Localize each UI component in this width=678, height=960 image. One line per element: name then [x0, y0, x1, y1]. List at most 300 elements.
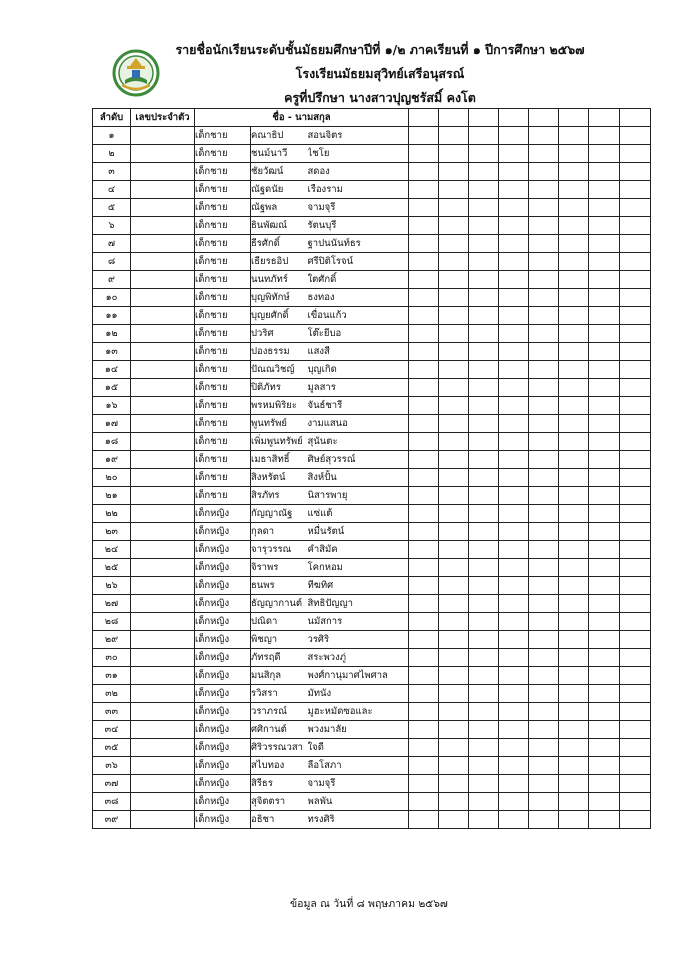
first-name: เมธาสิทธิ์ — [251, 451, 308, 469]
last-name: สดอง — [308, 163, 409, 181]
blank-cell — [409, 703, 439, 721]
blank-cell — [559, 505, 589, 523]
student-id — [131, 217, 195, 235]
blank-cell — [559, 433, 589, 451]
name-prefix: เด็กหญิง — [195, 631, 251, 649]
table-row — [93, 397, 651, 415]
blank-cell — [499, 163, 529, 181]
student-id — [131, 757, 195, 775]
first-name: รวิสรา — [251, 685, 308, 703]
table-row — [93, 127, 651, 145]
blank-cell — [620, 145, 651, 163]
blank-cell — [469, 757, 499, 775]
first-name: ณัฐดนัย — [251, 181, 308, 199]
row-number: ๗ — [93, 235, 131, 253]
blank-cell — [469, 739, 499, 757]
blank-cell — [620, 289, 651, 307]
blank-cell — [620, 451, 651, 469]
last-name: ไชโย — [308, 145, 409, 163]
blank-cell — [499, 631, 529, 649]
last-name: สอนจิตร — [308, 127, 409, 145]
first-name: ภัทรฤดี — [251, 649, 308, 667]
blank-cell — [499, 253, 529, 271]
row-number: ๒๙ — [93, 631, 131, 649]
blank-cell — [409, 145, 439, 163]
blank-cell — [589, 667, 620, 685]
blank-cell — [409, 775, 439, 793]
student-id — [131, 181, 195, 199]
last-name: ศรีปิติโรจน์ — [308, 253, 409, 271]
school-emblem-icon — [112, 49, 160, 97]
row-number: ๑๖ — [93, 397, 131, 415]
table-row — [93, 793, 651, 811]
blank-cell — [529, 775, 559, 793]
table-row — [93, 613, 651, 631]
table-row — [93, 469, 651, 487]
table-row — [93, 433, 651, 451]
blank-cell — [559, 595, 589, 613]
blank-cell — [469, 199, 499, 217]
first-name: เธียรธอิป — [251, 253, 308, 271]
blank-cell — [439, 649, 469, 667]
last-name: แซ่แต้ — [308, 505, 409, 523]
first-name: อธิชา — [251, 811, 308, 829]
blank-cell — [469, 649, 499, 667]
blank-cell — [620, 469, 651, 487]
first-name: บุญยศักดิ์ — [251, 307, 308, 325]
blank-cell — [469, 505, 499, 523]
blank-cell — [439, 775, 469, 793]
table-row — [93, 559, 651, 577]
blank-cell — [409, 163, 439, 181]
blank-cell — [439, 127, 469, 145]
name-prefix: เด็กชาย — [195, 415, 251, 433]
student-id — [131, 505, 195, 523]
blank-cell — [499, 343, 529, 361]
table-row — [93, 217, 651, 235]
blank-cell — [499, 379, 529, 397]
blank-cell — [529, 343, 559, 361]
name-prefix: เด็กหญิง — [195, 811, 251, 829]
first-name: สิรภัทร — [251, 487, 308, 505]
blank-cell — [559, 217, 589, 235]
blank-cell — [559, 775, 589, 793]
blank-cell — [409, 415, 439, 433]
blank-cell — [620, 307, 651, 325]
student-id — [131, 811, 195, 829]
blank-cell — [559, 379, 589, 397]
first-name: จารุวรรณ — [251, 541, 308, 559]
last-name: พงศ์กานุมาศไพศาล — [308, 667, 409, 685]
blank-cell — [559, 271, 589, 289]
blank-cell — [529, 595, 559, 613]
name-prefix: เด็กชาย — [195, 307, 251, 325]
blank-cell — [409, 757, 439, 775]
blank-cell — [439, 505, 469, 523]
row-number: ๑๙ — [93, 451, 131, 469]
blank-cell — [589, 793, 620, 811]
table-row — [93, 361, 651, 379]
blank-cell — [439, 307, 469, 325]
name-prefix: เด็กชาย — [195, 235, 251, 253]
student-id — [131, 235, 195, 253]
blank-cell — [469, 415, 499, 433]
blank-cell — [409, 361, 439, 379]
blank-cell — [589, 757, 620, 775]
last-name: ใจดี — [308, 739, 409, 757]
student-id — [131, 469, 195, 487]
last-name: ธงทอง — [308, 289, 409, 307]
student-id — [131, 541, 195, 559]
blank-cell — [559, 577, 589, 595]
blank-cell — [439, 757, 469, 775]
last-name: พลพัน — [308, 793, 409, 811]
blank-cell — [589, 379, 620, 397]
last-name: ลือโสภา — [308, 757, 409, 775]
blank-cell — [469, 469, 499, 487]
row-number: ๒๓ — [93, 523, 131, 541]
blank-cell — [439, 613, 469, 631]
blank-cell — [559, 235, 589, 253]
blank-cell — [409, 469, 439, 487]
blank-cell — [620, 127, 651, 145]
table-row — [93, 757, 651, 775]
blank-cell — [439, 685, 469, 703]
table-row — [93, 541, 651, 559]
blank-cell — [529, 811, 559, 829]
blank-cell — [469, 289, 499, 307]
first-name: ชัยวัฒน์ — [251, 163, 308, 181]
first-name: มนสิกุล — [251, 667, 308, 685]
table-row — [93, 595, 651, 613]
blank-cell — [559, 307, 589, 325]
blank-cell — [409, 325, 439, 343]
name-prefix: เด็กชาย — [195, 451, 251, 469]
last-name: มูฮะหมัดซอและ — [308, 703, 409, 721]
header-full-name: ชื่อ - นามสกุล — [195, 109, 409, 127]
first-name: ชนม์นาวี — [251, 145, 308, 163]
blank-cell — [469, 307, 499, 325]
blank-cell — [559, 631, 589, 649]
blank-cell — [620, 271, 651, 289]
blank-cell — [559, 559, 589, 577]
blank-cell — [439, 289, 469, 307]
student-id — [131, 379, 195, 397]
blank-cell — [469, 271, 499, 289]
row-number: ๑๗ — [93, 415, 131, 433]
blank-cell — [499, 397, 529, 415]
last-name: พวงมาลัย — [308, 721, 409, 739]
blank-cell — [499, 811, 529, 829]
name-prefix: เด็กหญิง — [195, 757, 251, 775]
blank-cell — [409, 523, 439, 541]
table-row — [93, 325, 651, 343]
blank-cell — [620, 595, 651, 613]
blank-cell — [559, 721, 589, 739]
blank-cell — [499, 667, 529, 685]
student-id — [131, 127, 195, 145]
blank-cell — [529, 505, 559, 523]
blank-cell — [469, 595, 499, 613]
student-id — [131, 361, 195, 379]
blank-cell — [409, 199, 439, 217]
row-number: ๒๑ — [93, 487, 131, 505]
student-id — [131, 577, 195, 595]
student-id — [131, 397, 195, 415]
first-name: สไบทอง — [251, 757, 308, 775]
student-id — [131, 721, 195, 739]
name-prefix: เด็กหญิง — [195, 595, 251, 613]
blank-cell — [439, 415, 469, 433]
row-number: ๒๘ — [93, 613, 131, 631]
blank-cell — [620, 433, 651, 451]
blank-cell — [439, 631, 469, 649]
blank-cell — [620, 811, 651, 829]
blank-cell — [589, 541, 620, 559]
blank-cell — [589, 703, 620, 721]
blank-cell — [409, 289, 439, 307]
name-prefix: เด็กชาย — [195, 181, 251, 199]
name-prefix: เด็กชาย — [195, 433, 251, 451]
blank-cell — [589, 325, 620, 343]
last-name: วรศิริ — [308, 631, 409, 649]
blank-cell — [529, 307, 559, 325]
blank-cell — [409, 343, 439, 361]
name-prefix: เด็กหญิง — [195, 559, 251, 577]
blank-cell — [439, 433, 469, 451]
blank-cell — [589, 235, 620, 253]
last-name: บุญเกิด — [308, 361, 409, 379]
blank-cell — [589, 343, 620, 361]
table-row — [93, 775, 651, 793]
blank-cell — [499, 523, 529, 541]
blank-cell — [589, 523, 620, 541]
blank-cell — [499, 649, 529, 667]
advisor-name: ครูที่ปรึกษา นางสาวปุญชรัสมิ์ คงโต — [284, 90, 476, 105]
blank-cell — [559, 127, 589, 145]
blank-cell — [589, 253, 620, 271]
first-name: เพิ่มพูนทรัพย์ — [251, 433, 308, 451]
blank-cell — [620, 397, 651, 415]
blank-cell — [409, 541, 439, 559]
blank-cell — [529, 145, 559, 163]
blank-cell — [469, 811, 499, 829]
name-prefix: เด็กชาย — [195, 343, 251, 361]
blank-cell — [589, 613, 620, 631]
blank-cell — [529, 703, 559, 721]
blank-cell — [589, 577, 620, 595]
blank-cell — [559, 325, 589, 343]
last-name: จามจุรี — [308, 775, 409, 793]
blank-cell — [499, 217, 529, 235]
blank-cell — [469, 217, 499, 235]
blank-cell — [499, 145, 529, 163]
blank-cell — [499, 613, 529, 631]
row-number: ๒๗ — [93, 595, 131, 613]
blank-cell — [499, 541, 529, 559]
blank-cell — [559, 289, 589, 307]
student-id — [131, 703, 195, 721]
blank-cell — [439, 703, 469, 721]
blank-cell — [589, 163, 620, 181]
blank-cell — [589, 433, 620, 451]
blank-cell — [559, 199, 589, 217]
blank-cell — [559, 523, 589, 541]
blank-cell — [499, 595, 529, 613]
blank-cell — [409, 793, 439, 811]
blank-cell — [469, 559, 499, 577]
blank-cell — [589, 505, 620, 523]
blank-cell — [529, 757, 559, 775]
blank-cell — [409, 235, 439, 253]
blank-cell — [529, 523, 559, 541]
name-prefix: เด็กชาย — [195, 397, 251, 415]
blank-cell — [439, 217, 469, 235]
blank-cell — [469, 703, 499, 721]
first-name: วราภรณ์ — [251, 703, 308, 721]
student-id — [131, 325, 195, 343]
blank-cell — [529, 541, 559, 559]
table-row — [93, 253, 651, 271]
name-prefix: เด็กหญิง — [195, 667, 251, 685]
row-number: ๓๔ — [93, 721, 131, 739]
blank-cell — [499, 271, 529, 289]
row-number: ๒๔ — [93, 541, 131, 559]
first-name: พูนทรัพย์ — [251, 415, 308, 433]
blank-cell — [620, 721, 651, 739]
first-name: พิชญา — [251, 631, 308, 649]
blank-cell — [439, 667, 469, 685]
student-id — [131, 739, 195, 757]
table-row — [93, 307, 651, 325]
blank-cell — [409, 433, 439, 451]
name-prefix: เด็กชาย — [195, 199, 251, 217]
blank-cell — [469, 685, 499, 703]
row-number: ๖ — [93, 217, 131, 235]
name-prefix: เด็กหญิง — [195, 739, 251, 757]
name-prefix: เด็กชาย — [195, 163, 251, 181]
row-number: ๓ — [93, 163, 131, 181]
blank-cell — [409, 271, 439, 289]
blank-cell — [620, 235, 651, 253]
first-name: ณัฐพล — [251, 199, 308, 217]
name-prefix: เด็กชาย — [195, 253, 251, 271]
blank-cell — [499, 739, 529, 757]
blank-cell — [409, 811, 439, 829]
last-name: สระพวงภู่ — [308, 649, 409, 667]
first-name: นนทภัทร์ — [251, 271, 308, 289]
name-prefix: เด็กหญิง — [195, 541, 251, 559]
blank-cell — [529, 181, 559, 199]
blank-cell — [409, 595, 439, 613]
first-name: สิงหรัตน์ — [251, 469, 308, 487]
blank-cell — [409, 397, 439, 415]
blank-cell — [589, 289, 620, 307]
blank-cell — [499, 757, 529, 775]
blank-cell — [499, 361, 529, 379]
blank-cell — [439, 235, 469, 253]
table-row — [93, 523, 651, 541]
row-number: ๑๒ — [93, 325, 131, 343]
last-name: รัตนบุรี — [308, 217, 409, 235]
blank-cell — [620, 667, 651, 685]
blank-cell — [529, 721, 559, 739]
blank-cell — [589, 217, 620, 235]
data-date-note: ข้อมูล ณ วันที่ ๘ พฤษภาคม ๒๕๖๗ — [290, 898, 448, 910]
first-name: สิรีธร — [251, 775, 308, 793]
blank-cell — [469, 145, 499, 163]
name-prefix: เด็กหญิง — [195, 613, 251, 631]
document-title: รายชื่อนักเรียนระดับชั้นมัธยมศึกษาปีที่ ๑/๒ ภาคเรียนที่ ๑ ปีการศึกษา ๒๕๖๗ — [175, 42, 585, 57]
blank-cell — [589, 271, 620, 289]
header-no: ลำดับ — [93, 109, 131, 127]
row-number: ๑๐ — [93, 289, 131, 307]
blank-cell — [499, 433, 529, 451]
blank-cell — [620, 361, 651, 379]
row-number: ๓๓ — [93, 703, 131, 721]
roster-body — [93, 127, 651, 829]
first-name: ศศิกานต์ — [251, 721, 308, 739]
blank-cell — [620, 577, 651, 595]
blank-cell — [409, 721, 439, 739]
blank-cell — [439, 721, 469, 739]
table-row — [93, 487, 651, 505]
first-name: ธนพร — [251, 577, 308, 595]
blank-cell — [529, 271, 559, 289]
first-name: กัญญาณัฐ — [251, 505, 308, 523]
blank-cell — [559, 181, 589, 199]
blank-cell — [499, 451, 529, 469]
blank-cell — [409, 253, 439, 271]
table-row — [93, 703, 651, 721]
name-prefix: เด็กหญิง — [195, 775, 251, 793]
blank-cell — [559, 613, 589, 631]
blank-cell — [589, 307, 620, 325]
blank-cell — [559, 739, 589, 757]
row-number: ๔ — [93, 181, 131, 199]
blank-cell — [439, 181, 469, 199]
blank-cell — [559, 451, 589, 469]
row-number: ๓๙ — [93, 811, 131, 829]
row-number: ๑๘ — [93, 433, 131, 451]
row-number: ๑๓ — [93, 343, 131, 361]
blank-cell — [469, 163, 499, 181]
row-number: ๓๖ — [93, 757, 131, 775]
blank-cell — [529, 631, 559, 649]
blank-cell — [499, 181, 529, 199]
student-id — [131, 667, 195, 685]
blank-cell — [559, 793, 589, 811]
blank-cell — [469, 325, 499, 343]
blank-cell — [499, 505, 529, 523]
blank-cell — [469, 253, 499, 271]
blank-cell — [409, 181, 439, 199]
table-row — [93, 451, 651, 469]
blank-cell — [620, 793, 651, 811]
row-number: ๑๕ — [93, 379, 131, 397]
blank-cell — [620, 505, 651, 523]
blank-cell — [620, 325, 651, 343]
name-prefix: เด็กชาย — [195, 127, 251, 145]
first-name: ศิริวรรณวสา — [251, 739, 308, 757]
blank-cell — [469, 613, 499, 631]
blank-cell — [589, 595, 620, 613]
name-prefix: เด็กหญิง — [195, 793, 251, 811]
blank-cell — [499, 325, 529, 343]
blank-cell — [529, 127, 559, 145]
last-name: หมื่นรัตน์ — [308, 523, 409, 541]
student-id — [131, 433, 195, 451]
